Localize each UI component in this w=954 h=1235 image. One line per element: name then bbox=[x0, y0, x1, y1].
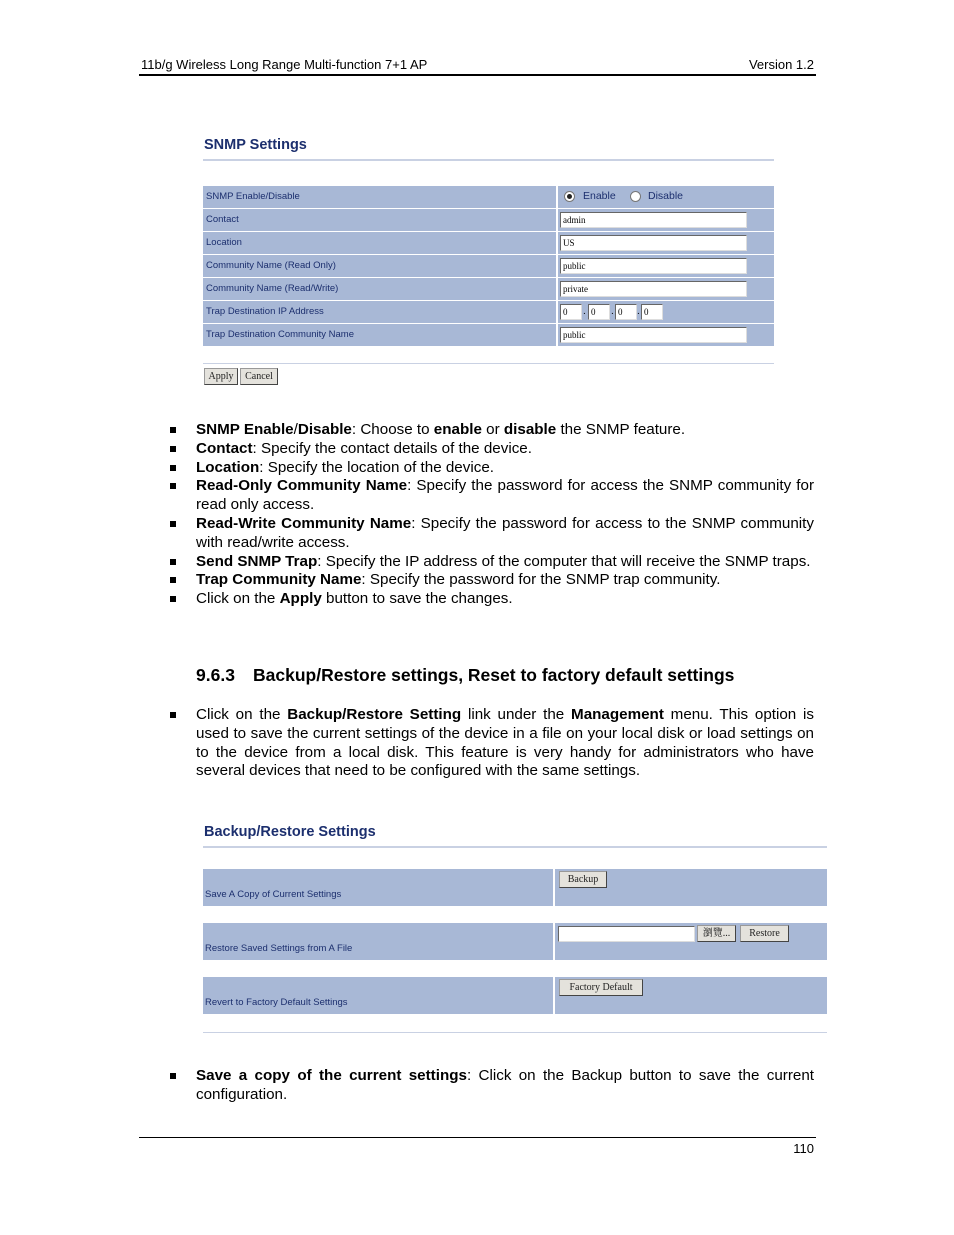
backup-settings-title: Backup/Restore Settings bbox=[204, 824, 376, 840]
snmp-label-location: Location bbox=[203, 232, 556, 254]
backup-row-restore bbox=[203, 923, 827, 960]
location-input[interactable]: US bbox=[560, 235, 747, 251]
bullet-item: Click on the Apply button to save the changes. bbox=[168, 590, 814, 609]
bullet-item: Read-Only Community Name: Specify the password for access the SNMP community for read only access. bbox=[168, 477, 814, 515]
trap-ip-octet-4[interactable]: 0 bbox=[641, 304, 663, 320]
header-title: 11b/g Wireless Long Range Multi-function 7+1 AP bbox=[141, 57, 428, 72]
backup-bullet-list bbox=[168, 1067, 814, 1105]
snmp-title-rule bbox=[203, 159, 774, 161]
page-header bbox=[139, 56, 816, 76]
snmp-bottom-rule bbox=[203, 363, 774, 364]
backup-title-rule bbox=[203, 846, 827, 848]
disable-radio[interactable] bbox=[630, 191, 641, 202]
snmp-row-location bbox=[203, 232, 774, 254]
backup-intro-list bbox=[168, 706, 814, 781]
snmp-label-community-rw: Community Name (Read/Write) bbox=[203, 278, 556, 300]
ip-dot: . bbox=[611, 306, 614, 317]
community-ro-input[interactable]: public bbox=[560, 258, 747, 274]
bullet-item: SNMP Enable/Disable: Choose to enable or disable the SNMP feature. bbox=[168, 421, 814, 440]
bullet-item: Read-Write Community Name: Specify the password for access to the SNMP community with read/write access. bbox=[168, 515, 814, 553]
snmp-label-contact: Contact bbox=[203, 209, 556, 231]
snmp-label-community-ro: Community Name (Read Only) bbox=[203, 255, 556, 277]
section-title: Backup/Restore settings, Reset to factory default settings bbox=[253, 665, 735, 685]
backup-bottom-rule bbox=[203, 1032, 827, 1033]
bullet-item: Send SNMP Trap: Specify the IP address of the computer that will receive the SNMP traps. bbox=[168, 553, 814, 572]
section-number: 9.6.3 bbox=[196, 665, 235, 685]
trap-community-input[interactable]: public bbox=[560, 327, 747, 343]
backup-button[interactable]: Backup bbox=[559, 871, 607, 888]
cancel-button[interactable]: Cancel bbox=[240, 368, 278, 385]
backup-row-save bbox=[203, 869, 827, 906]
ip-dot: . bbox=[583, 306, 586, 317]
bullet-item: Trap Community Name: Specify the password for the SNMP trap community. bbox=[168, 571, 814, 590]
community-rw-input[interactable]: private bbox=[560, 281, 747, 297]
restore-button[interactable]: Restore bbox=[740, 925, 789, 942]
factory-default-button[interactable]: Factory Default bbox=[559, 979, 643, 996]
snmp-label-trap-community: Trap Destination Community Name bbox=[203, 324, 556, 346]
header-version: Version 1.2 bbox=[748, 57, 814, 72]
restore-file-input[interactable] bbox=[558, 926, 695, 942]
snmp-row-trap-community bbox=[203, 324, 774, 346]
snmp-label-enable: SNMP Enable/Disable bbox=[203, 186, 556, 208]
backup-row-factory bbox=[203, 977, 827, 1014]
ip-dot: . bbox=[637, 306, 640, 317]
backup-label-restore: Restore Saved Settings from A File bbox=[203, 923, 553, 960]
snmp-row-community-ro bbox=[203, 255, 774, 277]
snmp-label-trap-ip: Trap Destination IP Address bbox=[203, 301, 556, 323]
enable-radio[interactable] bbox=[564, 191, 575, 202]
trap-ip-octet-2[interactable]: 0 bbox=[588, 304, 610, 320]
backup-label-save: Save A Copy of Current Settings bbox=[203, 869, 553, 906]
contact-input[interactable]: admin bbox=[560, 212, 747, 228]
apply-button[interactable]: Apply bbox=[204, 368, 238, 385]
trap-ip-octet-3[interactable]: 0 bbox=[615, 304, 637, 320]
page-footer bbox=[139, 1137, 816, 1156]
snmp-row-contact bbox=[203, 209, 774, 231]
snmp-settings-title: SNMP Settings bbox=[204, 137, 307, 153]
snmp-bullet-list bbox=[168, 421, 814, 609]
bullet-item: Contact: Specify the contact details of the device. bbox=[168, 440, 814, 459]
browse-button[interactable]: 瀏覽... bbox=[697, 925, 736, 942]
section-heading bbox=[196, 665, 734, 686]
disable-radio-label: Disable bbox=[648, 190, 684, 202]
snmp-value-enable bbox=[558, 186, 774, 208]
snmp-row-community-rw bbox=[203, 278, 774, 300]
page-number: 110 bbox=[793, 1141, 814, 1156]
bullet-item: Click on the Backup/Restore Setting link under the Management menu. This option is used to save the current settings of the device in a file on your local disk or load settings on to the device from a local disk. This feature is very handy for administrators who have several devices that need to be configured with the same settings. bbox=[168, 706, 814, 781]
snmp-row-enable bbox=[203, 186, 774, 208]
trap-ip-octet-1[interactable]: 0 bbox=[560, 304, 582, 320]
backup-label-factory: Revert to Factory Default Settings bbox=[203, 977, 553, 1014]
enable-radio-label: Enable bbox=[583, 190, 616, 202]
bullet-item: Location: Specify the location of the device. bbox=[168, 459, 814, 478]
snmp-row-trap-ip bbox=[203, 301, 774, 323]
bullet-item: Save a copy of the current settings: Click on the Backup button to save the current configuration. bbox=[168, 1067, 814, 1105]
